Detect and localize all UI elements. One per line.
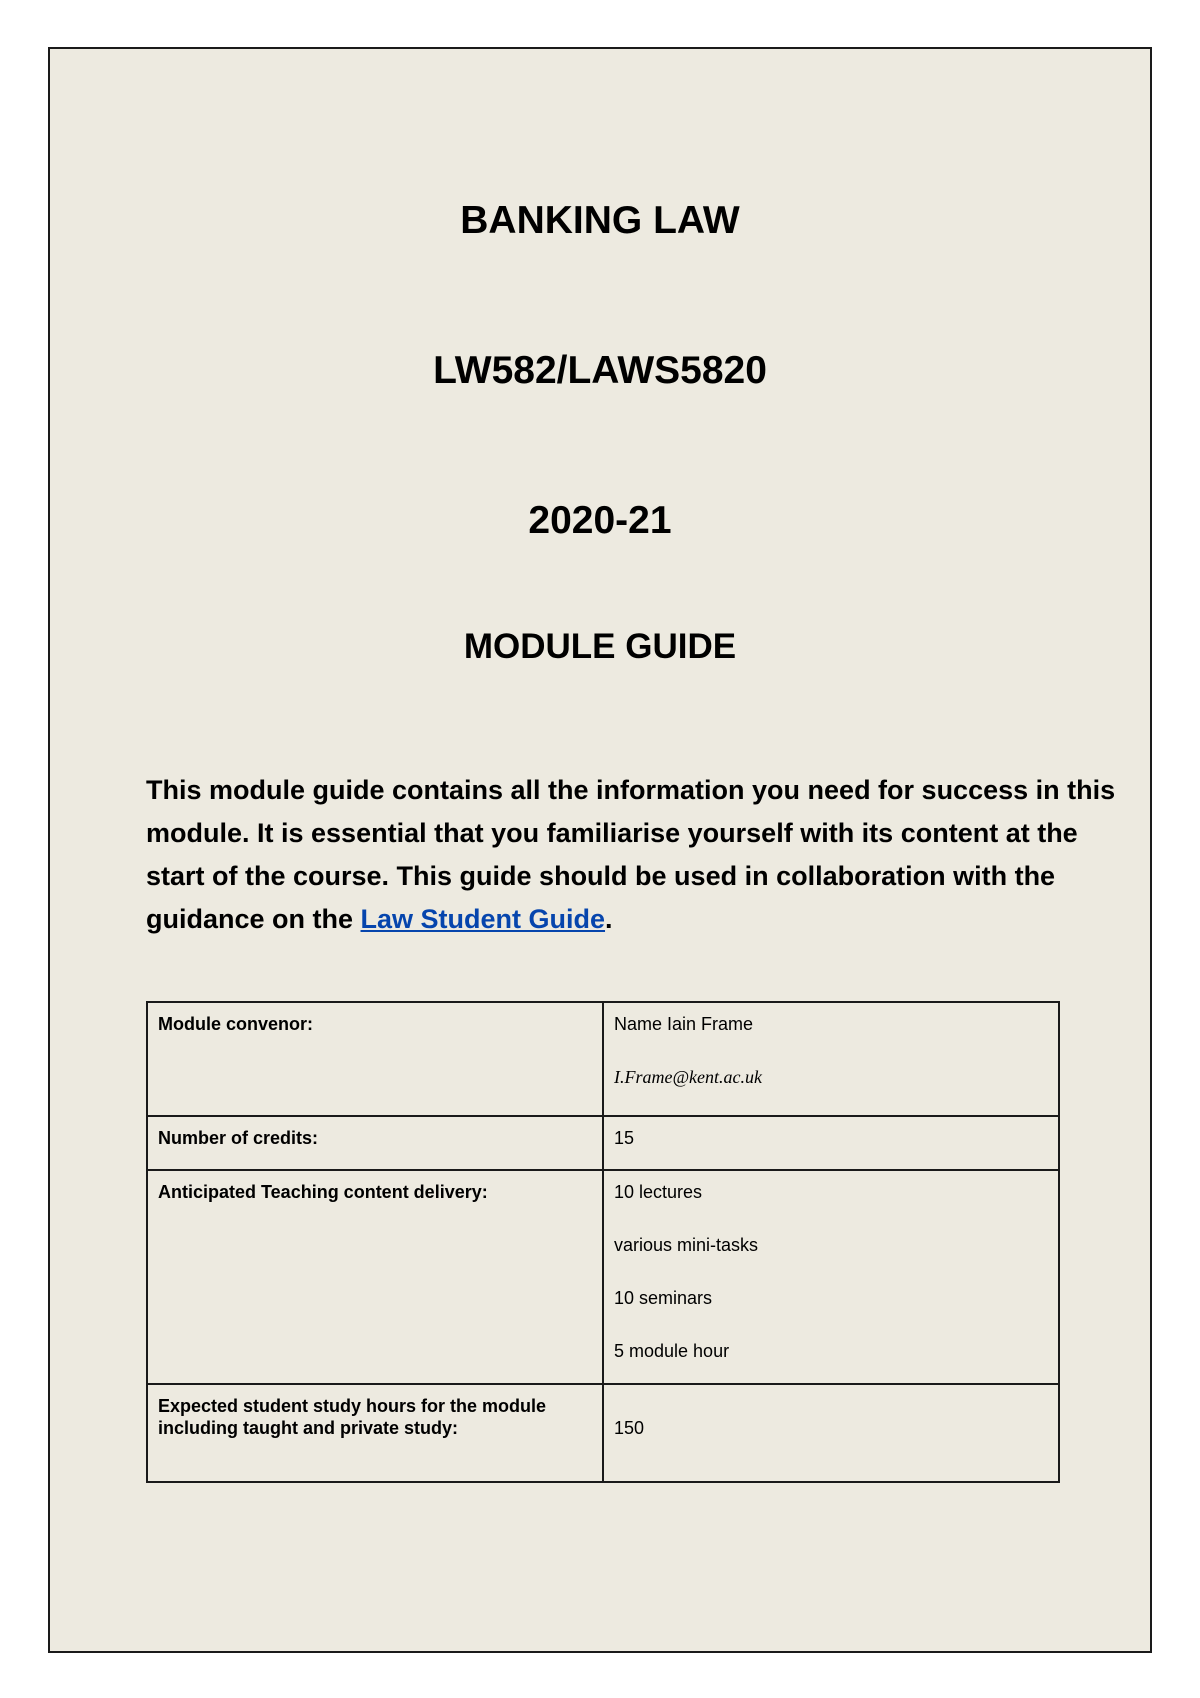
study-hours-value: 150: [614, 1418, 645, 1438]
module-code: LW582/LAWS5820: [433, 349, 767, 392]
delivery-item: 5 module hour: [614, 1341, 730, 1361]
study-hours-cell: [603, 1384, 1059, 1482]
intro-text: This module guide contains all the information you need for success in this module. It is essential that you familiarise yourself with its content at the start of the course. This guide should be used in collaboration with the guidance on the: [146, 775, 1116, 934]
study-hours-label: Expected student study hours for the module including taught and private study:: [147, 1384, 603, 1482]
academic-year: 2020-21: [528, 499, 672, 542]
delivery-label: Anticipated Teaching content delivery:: [147, 1170, 603, 1384]
module-info-table: [146, 1001, 1060, 1483]
law-student-guide-link[interactable]: Law Student Guide: [360, 904, 606, 934]
table-row: [147, 1002, 1059, 1116]
convenor-label: Module convenor:: [147, 1002, 603, 1116]
intro-end: .: [605, 904, 613, 934]
delivery-item: various mini-tasks: [614, 1235, 759, 1255]
convenor-name: Name Iain Frame: [614, 1014, 754, 1034]
delivery-cell: [603, 1170, 1059, 1384]
credits-value: 15: [603, 1116, 1059, 1170]
table-row: [147, 1170, 1059, 1384]
convenor-cell: [603, 1002, 1059, 1116]
cover-page: [48, 47, 1152, 1653]
delivery-item: 10 seminars: [614, 1288, 713, 1308]
credits-label: Number of credits:: [147, 1116, 603, 1170]
intro-paragraph: [146, 769, 1126, 941]
convenor-email: I.Frame@kent.ac.uk: [614, 1067, 762, 1087]
module-title: BANKING LAW: [460, 199, 740, 242]
table-row: [147, 1384, 1059, 1482]
module-guide-heading: MODULE GUIDE: [463, 627, 737, 666]
table-row: [147, 1116, 1059, 1170]
delivery-item: 10 lectures: [614, 1182, 703, 1202]
